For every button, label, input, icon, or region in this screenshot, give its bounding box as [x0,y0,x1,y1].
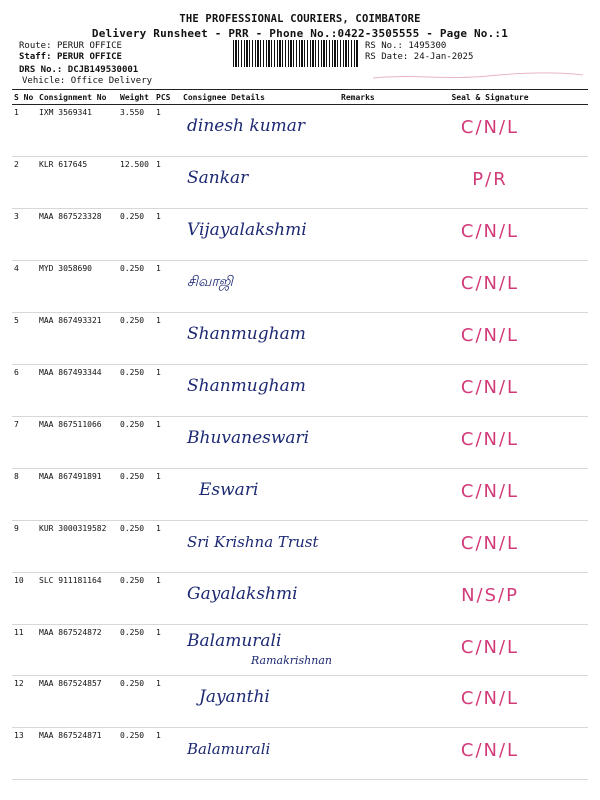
row-pcs: 1 [154,469,181,521]
row-weight: 0.250 [118,573,154,625]
row-remarks [339,521,392,573]
col-header-signature: Seal & Signature [392,90,588,105]
row-signature: C/N/L [392,313,588,365]
row-consignment-no: MAA 867511066 [37,417,118,469]
row-pcs: 1 [154,313,181,365]
row-signature: N/S/P [392,573,588,625]
row-weight: 0.250 [118,261,154,313]
table-row [12,573,588,625]
row-sno: 9 [12,521,37,573]
faint-pen-marks [368,68,588,82]
row-consignee-handwriting: Shanmugham [181,365,339,417]
row-pcs: 1 [154,261,181,313]
row-sno: 2 [12,157,37,209]
row-signature: C/N/L [392,521,588,573]
col-header-weight: Weight [118,90,154,105]
drs-line [19,65,138,75]
rs-date-label: RS Date: [365,52,409,62]
drs-label: DRS No.: [19,65,63,75]
row-consignee-handwriting: Eswari [181,469,339,521]
row-consignment-no: MAA 867524872 [37,625,118,676]
col-header-remarks: Remarks [339,90,392,105]
row-pcs: 1 [154,676,181,728]
row-pcs: 1 [154,417,181,469]
row-remarks [339,157,392,209]
row-sno: 12 [12,676,37,728]
vehicle-value: Office Delivery [70,76,153,86]
row-consignment-no: KLR 617645 [37,157,118,209]
row-consignee-handwriting: Sankar [181,157,339,209]
row-signature: C/N/L [392,469,588,521]
row-pcs: 1 [154,209,181,261]
table-row [12,521,588,573]
row-remarks [339,469,392,521]
row-weight: 0.250 [118,313,154,365]
row-consignment-no: MAA 867493321 [37,313,118,365]
staff-line [19,52,122,62]
row-remarks [339,313,392,365]
table-row [12,261,588,313]
table-row [12,105,588,157]
row-remarks [339,728,392,780]
row-pcs: 1 [154,521,181,573]
rs-date-value: 24-Jan-2025 [413,52,474,62]
row-signature: C/N/L [392,676,588,728]
row-weight: 0.250 [118,209,154,261]
row-remarks [339,105,392,157]
row-consignee-handwriting: Jayanthi [181,676,339,728]
vehicle-line [22,76,152,86]
table-row [12,469,588,521]
row-sno: 4 [12,261,37,313]
row-weight: 0.250 [118,521,154,573]
row-consignee-handwriting: Bhuvaneswari [181,417,339,469]
col-header-consignment: Consignment No [37,90,118,105]
table-row [12,157,588,209]
row-consignment-no: MAA 867491891 [37,469,118,521]
row-signature: C/N/L [392,261,588,313]
row-weight: 0.250 [118,469,154,521]
row-remarks [339,625,392,676]
row-pcs: 1 [154,365,181,417]
row-consignment-no: MAA 867523328 [37,209,118,261]
col-header-consignee: Consignee Details [181,90,339,105]
row-consignment-no: SLC 911181164 [37,573,118,625]
table-row [12,625,588,676]
row-weight: 0.250 [118,676,154,728]
col-header-sno: S No [12,90,37,105]
row-consignee-handwriting: Gayalakshmi [181,573,339,625]
row-remarks [339,365,392,417]
row-sno: 3 [12,209,37,261]
table-row [12,313,588,365]
row-remarks [339,417,392,469]
row-signature: C/N/L [392,105,588,157]
row-consignee-handwriting: Sri Krishna Trust [181,521,339,573]
route-value: PERUR OFFICE [56,41,122,51]
table-row [12,417,588,469]
row-consignment-no: MAA 867524857 [37,676,118,728]
row-consignment-no: MYD 3058690 [37,261,118,313]
row-consignment-no: IXM 3569341 [37,105,118,157]
table-row [12,209,588,261]
row-consignee-handwriting: Vijayalakshmi [181,209,339,261]
row-sno: 10 [12,573,37,625]
col-header-pcs: PCS [154,90,181,105]
row-weight: 12.500 [118,157,154,209]
row-pcs: 1 [154,625,181,676]
row-pcs: 1 [154,728,181,780]
row-signature: C/N/L [392,209,588,261]
row-sno: 5 [12,313,37,365]
company-title: THE PROFESSIONAL COURIERS, COIMBATORE [179,13,421,25]
row-sno: 1 [12,105,37,157]
row-remarks [339,261,392,313]
route-line [19,41,122,51]
table-row [12,676,588,728]
row-signature: P/R [392,157,588,209]
row-weight: 0.250 [118,728,154,780]
row-consignee-handwriting: சிவாஜி [181,261,339,313]
row-remarks [339,209,392,261]
row-consignment-no: MAA 867493344 [37,365,118,417]
row-consignment-no: MAA 867524871 [37,728,118,780]
rs-date-line [365,52,473,62]
row-consignee-handwriting: Shanmugham [181,313,339,365]
row-remarks [339,573,392,625]
rs-no-line [365,41,446,51]
staff-value: PERUR OFFICE [56,52,122,62]
rs-no-value: 1495300 [408,41,447,51]
row-consignment-no: KUR 3000319582 [37,521,118,573]
row-pcs: 1 [154,157,181,209]
consignee-name-line2: Ramakrishnan [251,654,332,667]
row-signature: C/N/L [392,365,588,417]
runsheet-subtitle: Delivery Runsheet - PRR - Phone No.:0422-3505555 - Page No.:1 [91,27,509,40]
route-label: Route: [19,41,52,51]
row-weight: 0.250 [118,625,154,676]
row-sno: 8 [12,469,37,521]
vehicle-label: Vehicle: [22,76,66,86]
table-header-row [12,90,588,105]
table-row [12,365,588,417]
row-pcs: 1 [154,105,181,157]
consignee-name-line1: Balamurali [187,631,282,651]
row-weight: 0.250 [118,417,154,469]
row-signature: C/N/L [392,417,588,469]
row-consignee-handwriting [181,625,339,676]
rs-no-label: RS No.: [365,41,403,51]
row-sno: 6 [12,365,37,417]
row-signature: C/N/L [392,728,588,780]
row-sno: 11 [12,625,37,676]
row-pcs: 1 [154,573,181,625]
runsheet-table [12,89,588,780]
row-signature: C/N/L [392,625,588,676]
row-weight: 0.250 [118,365,154,417]
row-consignee-handwriting: dinesh kumar [181,105,339,157]
row-remarks [339,676,392,728]
row-sno: 7 [12,417,37,469]
barcode [233,40,358,67]
row-weight: 3.550 [118,105,154,157]
table-row [12,728,588,780]
row-sno: 13 [12,728,37,780]
row-consignee-handwriting: Balamurali [181,728,339,780]
staff-label: Staff: [19,52,52,62]
drs-value: DCJB149530001 [67,65,139,75]
